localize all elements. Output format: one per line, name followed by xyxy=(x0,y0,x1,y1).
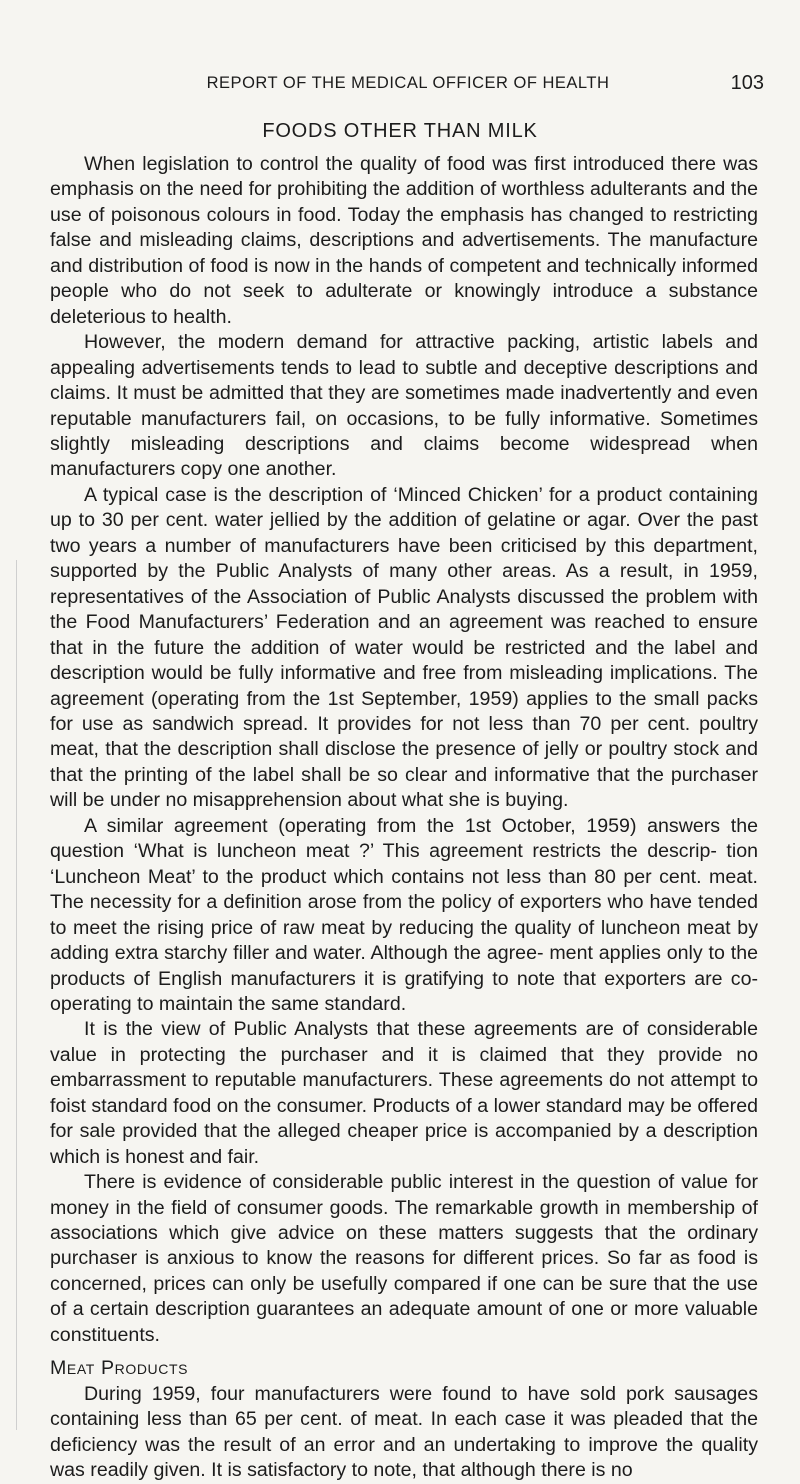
paragraph: When legislation to control the quality of food was first introduced there was emphasis on the need for prohibiting the addition of worthless adulterants and the use of poisonous colours in food. Today the emphasis has changed to restricting false and misleading claims, descriptions and advertisements. The manufacture and distribution of food is now in the hands of competent and technically informed people who do not seek to adulterate or knowingly introduce a substance deleterious to health. xyxy=(50,153,758,328)
paragraph: There is evidence of considerable public interest in the question of value for money in the field of consumer goods. The remarkable growth in membership of associations which give advice on these matters suggests that the ordinary purchaser is anxious to know the reasons for different prices. So far as food is concerned, prices can only be usefully compared if one can be sure that the use of a certain description guarantees an adequate amount of one or more valuable constituents. xyxy=(50,1171,758,1346)
paragraph: A typical case is the description of ‘Minced Chicken’ for a product containing up to 30 per cent. water jellied by the addition of gelatine or agar. Over the past two years a number of manufacturers have been criticised by this department, supported by the Public Analysts of many other areas. As a result, in 1959, representatives of the Association of Public Analysts discussed the problem with the Food Manufacturers’ Federation and an agreement was reached to ensure that in the future the addition of water would be restricted and the label and description would be fully informative and free from misleading implications. The agreement (operating from the 1st September, 1959) applies to the small packs for use as sandwich spread. It provides for not less than 70 per cent. poultry meat, that the description shall disclose the presence of jelly or poultry stock and that the printing of the label shall be so clear and informative that the purchaser will be under no misapprehension about what she is buying. xyxy=(50,483,758,812)
section-title: FOODS OTHER THAN MILK xyxy=(262,120,538,142)
paragraph: During 1959, four manufacturers were found to have sold pork sausages containing less than 65 per cent. of meat. In each case it was pleaded that the deficiency was the result of an error and an undertaking to improve the quality was readily given. It is satisfactory to note, that although there is no xyxy=(50,1382,758,1482)
body-text xyxy=(50,152,758,1484)
page-edge-shadow xyxy=(16,560,17,1430)
paragraph: However, the modern demand for attractive packing, artistic labels and appealing advertisements tends to lead to subtle and deceptive descriptions and claims. It must be admitted that they are sometimes made inadvertently and even reputable manufacturers fail, on occasions, to be fully informative. Sometimes slightly misleading descriptions and claims become widespread when manufacturers copy one another. xyxy=(50,331,758,481)
paragraph: A similar agreement (operating from the 1st October, 1959) answers the question ‘What is luncheon meat ?’ This agreement restricts the descrip- tion ‘Luncheon Meat’ to the product which contains not less than 80 per cent. meat. The necessity for a definition arose from the policy of exporters who have tended to meet the rising price of raw meat by reducing the quality of luncheon meat by adding extra starchy filler and water. Although the agree- ment applies only to the products of English manufacturers it is gratifying to note that exporters are co-operating to maintain the same standard. xyxy=(50,814,758,1015)
running-header: REPORT OF THE MEDICAL OFFICER OF HEALTH xyxy=(206,74,610,92)
paragraph: It is the view of Public Analysts that these agreements are of considerable value in protecting the purchaser and it is claimed that they provide no embarrassment to reputable manufacturers. These agreements do not attempt to foist standard food on the consumer. Products of a lower standard may be offered for sale provided that the alleged cheaper price is accompanied by a description which is honest and fair. xyxy=(50,1018,758,1168)
page-number: 103 xyxy=(730,72,764,94)
subsection-heading: Meat Products xyxy=(50,1357,189,1380)
